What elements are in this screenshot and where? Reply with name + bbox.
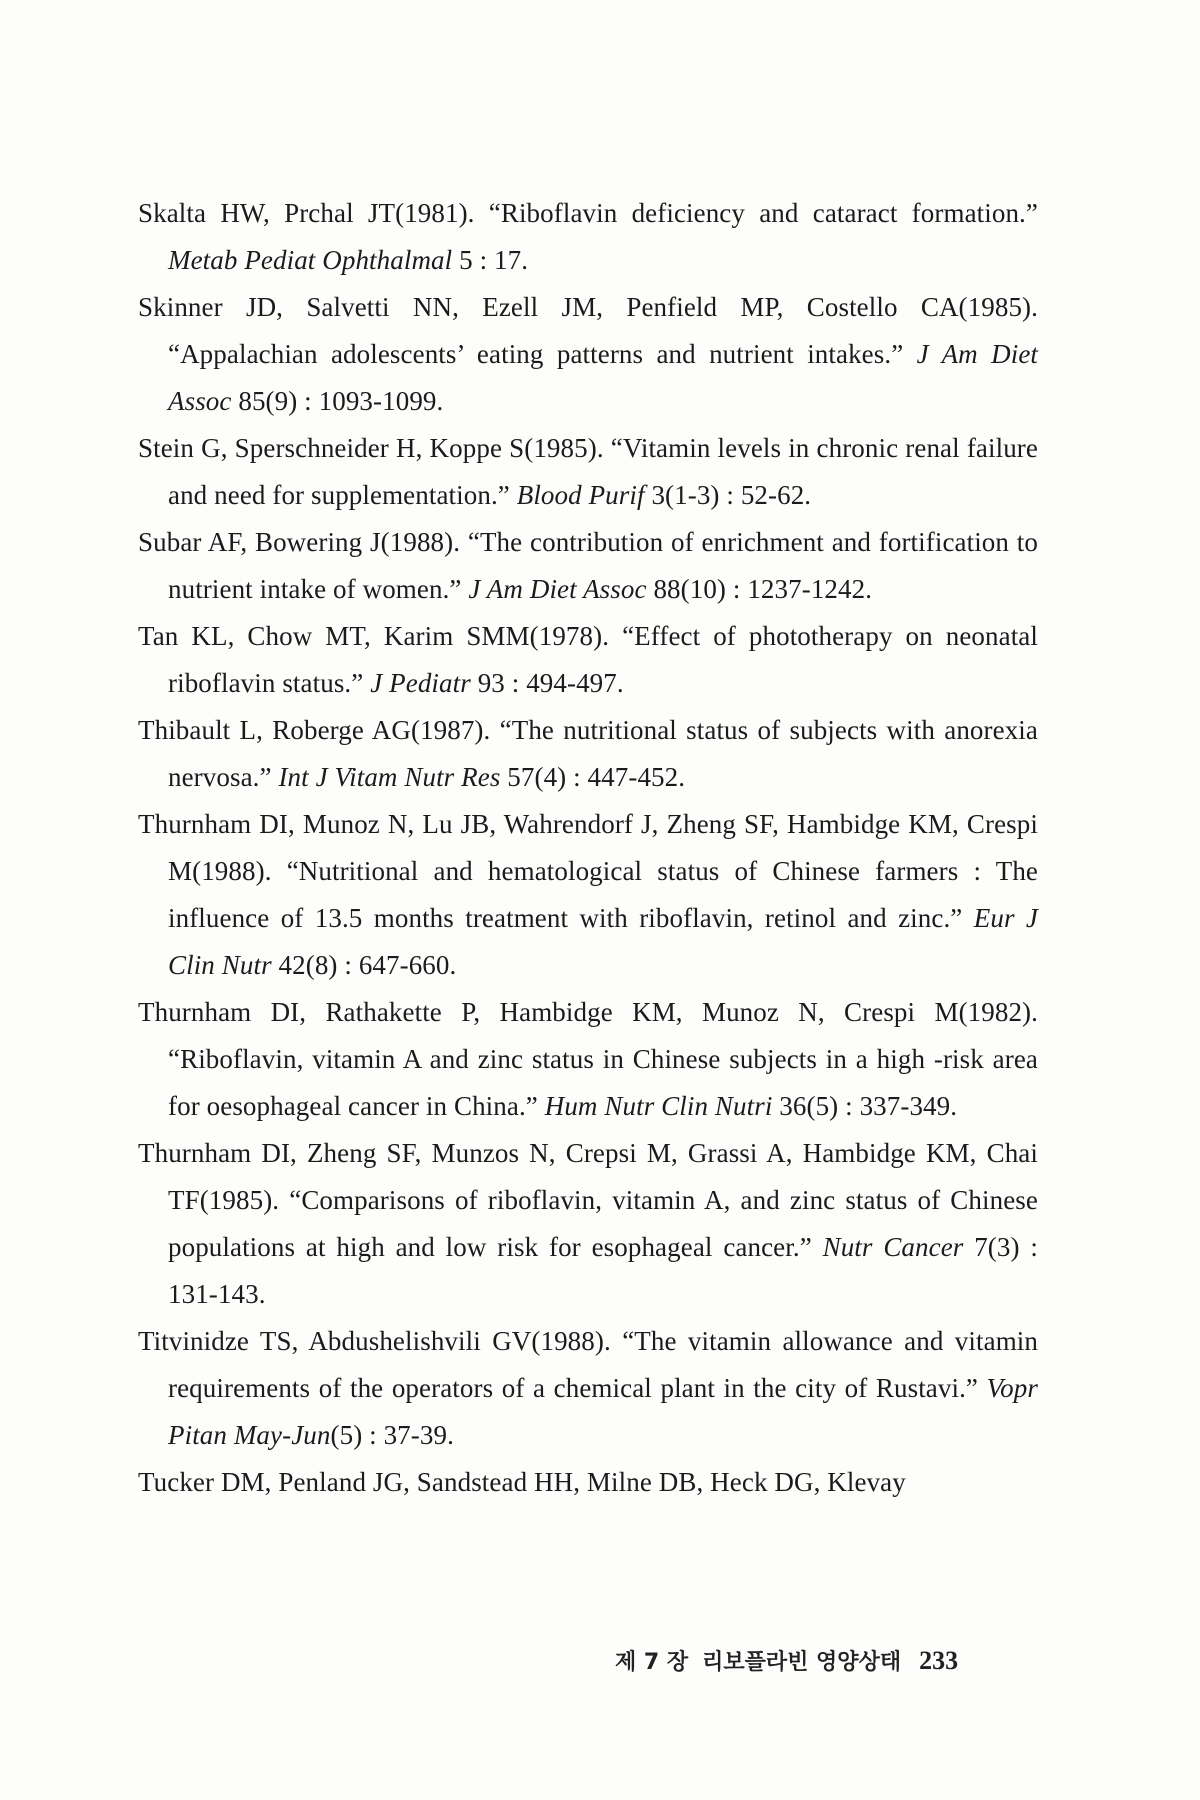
reference-entry — [138, 519, 1038, 613]
reference-authors: Thurnham DI, Zheng SF, Munzos N, Crepsi M, Grassi A, Hambidge KM, Chai TF(1985). — [138, 1138, 1038, 1215]
reference-journal: J Pediatr — [370, 668, 471, 698]
reference-journal: Eur J Clin Nutr — [168, 903, 1038, 980]
reference-title: “Riboflavin deficiency and cataract formation.” — [488, 198, 1038, 228]
reference-citation: 7(3) : 131-143. — [168, 1232, 1038, 1309]
reference-citation: 93 : 494-497. — [470, 668, 624, 698]
reference-title: “The vitamin allowance and vitamin requirements of the operators of a chemical plant in the city of Rustavi.” — [168, 1326, 1038, 1403]
reference-entry — [138, 425, 1038, 519]
reference-citation: 3(1-3) : 52-62. — [644, 480, 812, 510]
reference-authors: Stein G, Sperschneider H, Koppe S(1985). — [138, 433, 611, 463]
reference-entry — [138, 1130, 1038, 1318]
reference-citation: 5 : 17. — [452, 245, 529, 275]
chapter-title: 리보플라빈 영양상태 — [702, 1650, 902, 1675]
reference-journal: Metab Pediat Ophthalmal — [168, 245, 453, 275]
reference-entry — [138, 801, 1038, 989]
reference-title: “The nutritional status of subjects with anorexia nervosa.” — [168, 715, 1038, 792]
reference-entry — [138, 1318, 1038, 1459]
reference-authors: Tucker DM, Penland JG, Sandstead HH, Milne DB, Heck DG, Klevay — [138, 1467, 906, 1497]
reference-authors: Subar AF, Bowering J(1988). — [138, 527, 468, 557]
page-footer — [615, 1645, 972, 1676]
reference-journal: Vopr Pitan May-Jun — [168, 1373, 1038, 1450]
reference-title: “Effect of phototherapy on neonatal riboflavin status.” — [168, 621, 1038, 698]
reference-authors: Thibault L, Roberge AG(1987). — [138, 715, 500, 745]
reference-citation: (5) : 37-39. — [330, 1420, 454, 1450]
reference-entry — [138, 1459, 1038, 1506]
reference-authors: Thurnham DI, Rathakette P, Hambidge KM, Munoz N, Crespi M(1982). — [138, 997, 1038, 1027]
reference-title: “Riboflavin, vitamin A and zinc status in Chinese subjects in a high -risk area for oesophageal cancer in China.” — [168, 1044, 1038, 1121]
reference-journal: Int J Vitam Nutr Res — [278, 762, 501, 792]
reference-title: “The contribution of enrichment and fortification to nutrient intake of women.” — [168, 527, 1038, 604]
reference-entry — [138, 190, 1038, 284]
reference-list — [138, 190, 1038, 1506]
reference-authors: Thurnham DI, Munoz N, Lu JB, Wahrendorf J, Zheng SF, Hambidge KM, Crespi M(1988). — [138, 809, 1038, 886]
reference-citation: 57(4) : 447-452. — [500, 762, 686, 792]
reference-entry — [138, 284, 1038, 425]
page-number: 233 — [919, 1646, 959, 1675]
reference-journal: Hum Nutr Clin Nutri — [544, 1091, 773, 1121]
reference-citation: 85(9) : 1093-1099. — [231, 386, 444, 416]
reference-title: “Nutritional and hematological status of Chinese farmers : The influence of 13.5 months treatment with riboflavin, retinol and zinc.” — [168, 856, 1039, 933]
reference-authors: Skinner JD, Salvetti NN, Ezell JM, Penfield MP, Costello CA(1985). — [138, 292, 1038, 322]
reference-citation: 36(5) : 337-349. — [772, 1091, 958, 1121]
chapter-number: 제 7 장 — [615, 1650, 689, 1675]
reference-entry — [138, 989, 1038, 1130]
reference-title: “Vitamin levels in chronic renal failure and need for supplementation.” — [168, 433, 1038, 510]
reference-citation: 88(10) : 1237-1242. — [646, 574, 873, 604]
reference-entry — [138, 613, 1038, 707]
reference-journal: J Am Diet Assoc — [468, 574, 647, 604]
reference-journal: J Am Diet Assoc — [168, 339, 1039, 416]
reference-entry — [138, 707, 1038, 801]
reference-title: “Comparisons of riboflavin, vitamin A, and zinc status of Chinese populations at high and low risk for esophageal cancer.” — [168, 1185, 1038, 1262]
reference-journal: Blood Purif — [516, 480, 645, 510]
reference-authors: Tan KL, Chow MT, Karim SMM(1978). — [138, 621, 623, 651]
reference-authors: Skalta HW, Prchal JT(1981). — [138, 198, 489, 228]
reference-authors: Titvinidze TS, Abdushelishvili GV(1988). — [138, 1326, 623, 1356]
reference-citation: 42(8) : 647-660. — [271, 950, 457, 980]
reference-title: “Appalachian adolescents’ eating patterns and nutrient intakes.” — [168, 339, 917, 369]
reference-journal: Nutr Cancer — [822, 1232, 964, 1262]
